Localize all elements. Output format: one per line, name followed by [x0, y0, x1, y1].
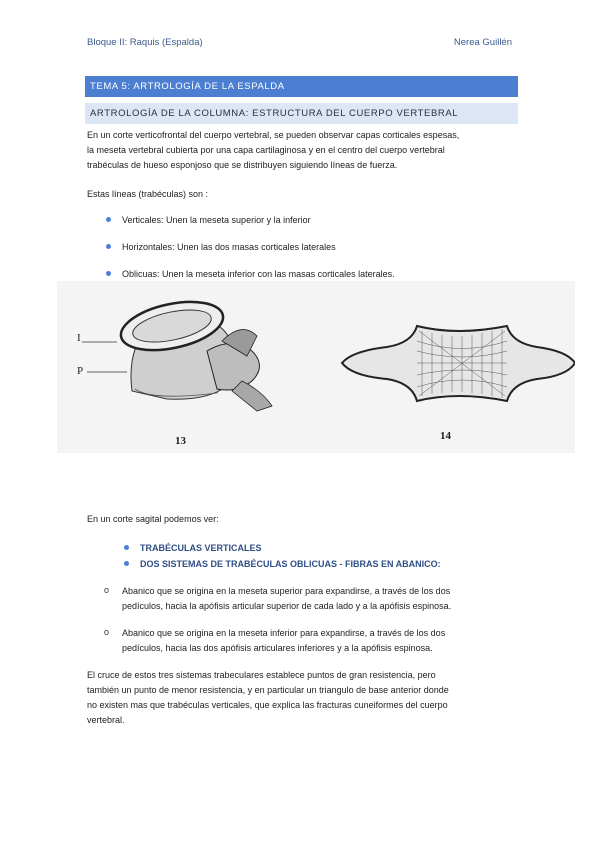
abanico-line: pedículos, hacia las dos apófisis articulares inferiores y a la apófisis espinosa.: [122, 643, 433, 653]
final-line: vertebral.: [87, 715, 125, 725]
trabecula-item: Oblicuas: Unen la meseta inferior con las masas corticales laterales.: [122, 269, 395, 279]
vertebra-figure: [57, 281, 575, 453]
header-right: Nerea Guillén: [453, 37, 512, 48]
abanico-line: pedículos, hacia la apófisis articular superior de cada lado y a la apófisis espinosa.: [122, 601, 452, 611]
sagital-item: TRABÉCULAS VERTICALES: [140, 543, 262, 553]
final-line: también un punto de menor resistencia, y en particular un triangulo de base anterior donde: [87, 685, 449, 695]
abanico-paragraph: [122, 584, 522, 614]
circle-bullet-icon: o: [104, 585, 110, 595]
intro-line: la meseta vertebral cubierta por una capa cartilaginosa y en el centro del cuerpo vertebral: [87, 145, 445, 155]
final-paragraph: [87, 668, 517, 728]
bullet-icon: [124, 561, 129, 566]
header-left: Bloque II: Raquis (Espalda): [87, 37, 203, 48]
trabecula-item: Horizontales: Unen las dos masas corticales laterales: [122, 242, 336, 252]
vertebra-illustration: [57, 281, 575, 453]
final-line: no existen mas que trabéculas verticales, que explica las fracturas cuneiformes del cuerpo: [87, 700, 448, 710]
bullet-icon: [106, 244, 111, 249]
figure-number-13: 13: [175, 435, 186, 447]
final-line: El cruce de estos tres sistemas trabeculares establece puntos de gran resistencia, pero: [87, 670, 436, 680]
figure-number-14: 14: [440, 430, 451, 442]
bullet-icon: [124, 545, 129, 550]
lines-intro: Estas líneas (trabéculas) son :: [87, 189, 209, 199]
vertebra-14-drawing: [342, 326, 575, 401]
abanico-line: Abanico que se origina en la meseta inferior para expandirse, a través de los dos: [122, 628, 446, 638]
bullet-icon: [106, 217, 111, 222]
trabecula-item: Verticales: Unen la meseta superior y la inferior: [122, 215, 311, 225]
label-i: I: [77, 332, 81, 344]
subsection-title: ARTROLOGÍA DE LA COLUMNA: ESTRUCTURA DEL CUERPO VERTEBRAL: [85, 103, 518, 124]
abanico-line: Abanico que se origina en la meseta superior para expandirse, a través de los dos: [122, 586, 451, 596]
vertebra-13-drawing: [82, 294, 272, 411]
intro-line: En un corte verticofrontal del cuerpo vertebral, se pueden observar capas corticales espesas,: [87, 130, 460, 140]
label-p: P: [77, 365, 84, 377]
bullet-icon: [106, 271, 111, 276]
sagital-item: DOS SISTEMAS DE TRABÉCULAS OBLICUAS - FIBRAS EN ABANICO:: [140, 559, 441, 569]
intro-line: trabéculas de hueso esponjoso que se distribuyen siguiendo líneas de fuerza.: [87, 160, 398, 170]
circle-bullet-icon: o: [104, 627, 110, 637]
abanico-paragraph: [122, 626, 522, 656]
sagital-intro: En un corte sagital podemos ver:: [87, 514, 219, 524]
section-title: TEMA 5: ARTROLOGÍA DE LA ESPALDA: [85, 76, 518, 97]
intro-paragraph: [87, 128, 517, 173]
